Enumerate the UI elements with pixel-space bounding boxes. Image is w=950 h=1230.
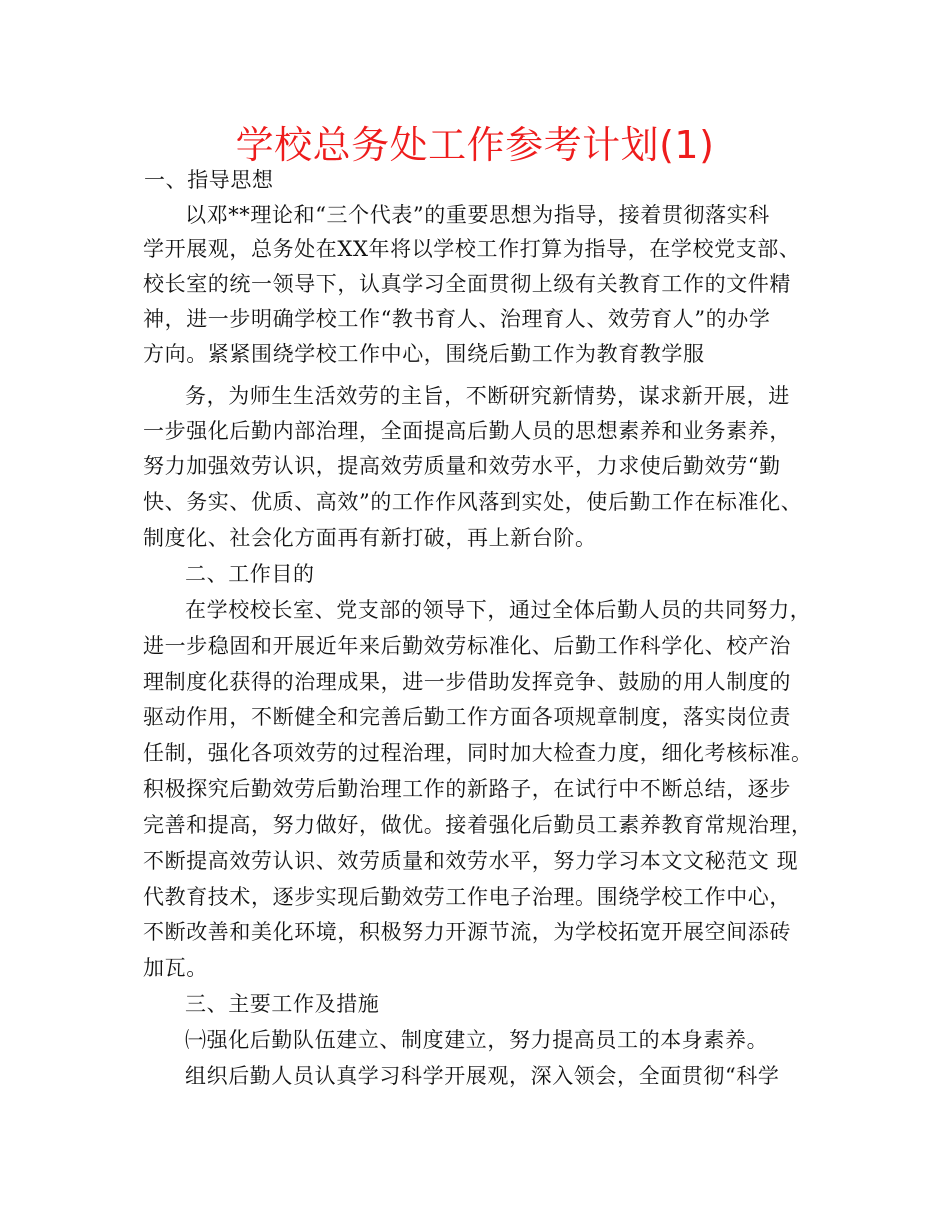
paragraph-line: 快、务实、优质、高效”的工作作风落到实处，使后勤工作在标准化、 bbox=[143, 490, 803, 514]
paragraph-line: 一步强化后勤内部治理，全面提高后勤人员的思想素养和业务素养， bbox=[143, 419, 791, 443]
paragraph-line: 加瓦。 bbox=[143, 956, 208, 980]
paragraph-line: 以邓**理论和“三个代表”的重要思想为指导，接着贯彻落实科 bbox=[185, 203, 770, 227]
paragraph-line: 不断提高效劳认识、效劳质量和效劳水平，努力学习本文文秘范文 现 bbox=[143, 849, 799, 873]
paragraph-line: 积极探究后勤效劳后勤治理工作的新路子，在试行中不断总结，逐步 bbox=[143, 777, 791, 801]
heading-main-work: 三、主要工作及措施 bbox=[185, 992, 380, 1016]
paragraph-line: 方向。紧紧围绕学校工作中心，围绕后勤工作为教育教学服 bbox=[143, 342, 705, 366]
paragraph-line: 完善和提高，努力做好，做优。接着强化后勤员工素养教育常规治理， bbox=[143, 813, 813, 837]
paragraph-line: 校长室的统一领导下，认真学习全面贯彻上级有关教育工作的文件精 bbox=[143, 272, 791, 296]
paragraph-line: 努力加强效劳认识，提高效劳质量和效劳水平，力求使后勤效劳“勤 bbox=[143, 454, 781, 478]
paragraph-line: 在学校校长室、党支部的领导下，通过全体后勤人员的共同努力， bbox=[185, 598, 812, 622]
paragraph-line: 学开展观，总务处在XX年将以学校工作打算为指导，在学校党支部、 bbox=[143, 237, 801, 261]
paragraph-line: 制度化、社会化方面再有新打破，再上新台阶。 bbox=[143, 526, 597, 550]
subheading-logistics-team: ㈠强化后勤队伍建立、制度建立，努力提高员工的本身素养。 bbox=[185, 1028, 769, 1052]
paragraph-line: 任制，强化各项效劳的过程治理，同时加大检查力度，细化考核标准。 bbox=[143, 741, 813, 765]
paragraph-line: 驱动作用，不断健全和完善后勤工作方面各项规章制度，落实岗位责 bbox=[143, 705, 791, 729]
heading-work-goals: 二、工作目的 bbox=[185, 562, 315, 586]
paragraph-line: 神，进一步明确学校工作“教书育人、治理育人、效劳育人”的办学 bbox=[143, 307, 771, 331]
paragraph-line: 务，为师生生活效劳的主旨，不断研究新情势，谋求新开展，进 bbox=[185, 384, 790, 408]
paragraph-line: 组织后勤人员认真学习科学开展观，深入领会，全面贯彻“科学 bbox=[185, 1064, 780, 1088]
heading-guiding-thought: 一、指导思想 bbox=[144, 168, 274, 192]
paragraph-line: 不断改善和美化环境，积极努力开源节流，为学校拓宽开展空间添砖 bbox=[143, 920, 791, 944]
paragraph-line: 理制度化获得的治理成果，进一步借助发挥竞争、鼓励的用人制度的 bbox=[143, 670, 791, 694]
paragraph-line: 进一步稳固和开展近年来后勤效劳标准化、后勤工作科学化、校产治 bbox=[143, 634, 791, 658]
document-title: 学校总务处工作参考计划(1) bbox=[235, 123, 715, 167]
paragraph-line: 代教育技术，逐步实现后勤效劳工作电子治理。围绕学校工作中心， bbox=[143, 885, 791, 909]
